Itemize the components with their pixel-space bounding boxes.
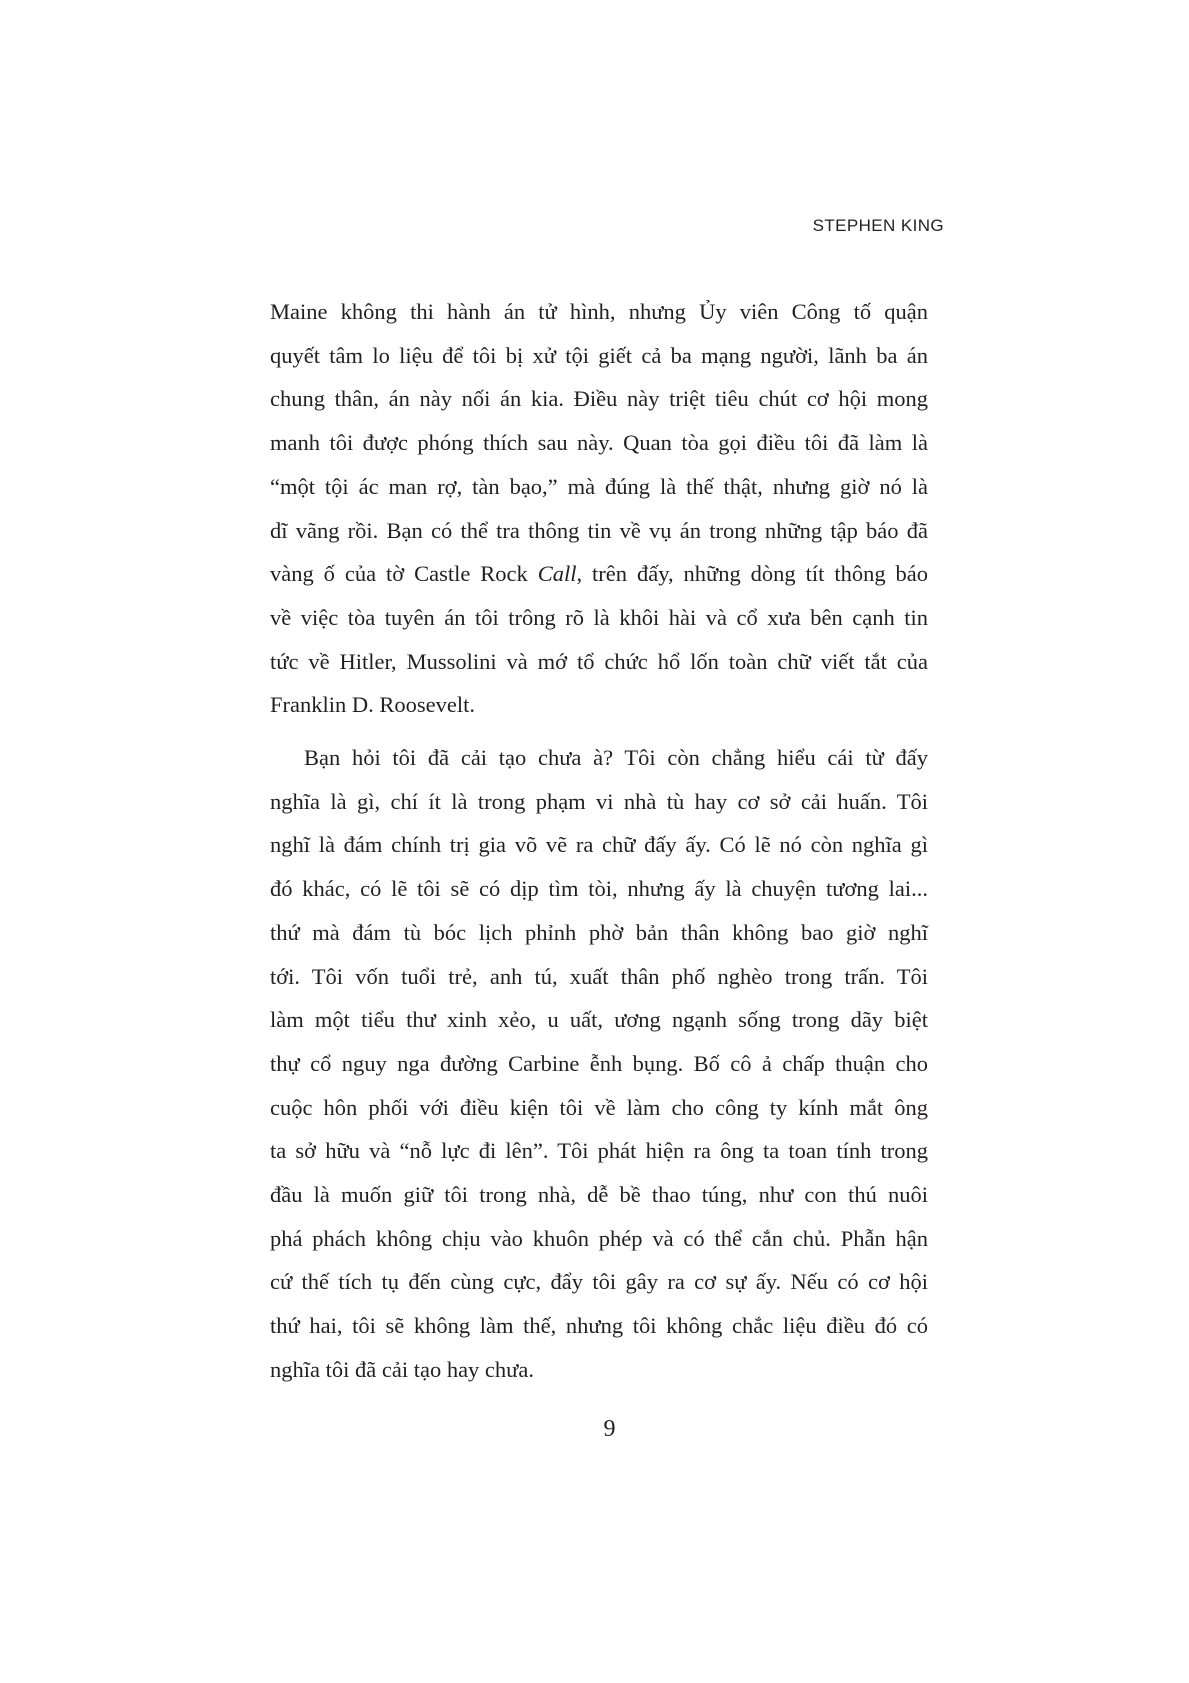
text-line: Franklin D. Roosevelt. bbox=[270, 692, 475, 718]
text-line: làm một tiểu thư xinh xẻo, u uất, ương ngạnh sống trong dãy biệt bbox=[270, 1007, 928, 1033]
text-line: chung thân, án này nối án kia. Điều này triệt tiêu chút cơ hội mong bbox=[270, 386, 928, 412]
text-line: nghĩ là đám chính trị gia võ vẽ ra chữ đấy ấy. Có lẽ nó còn nghĩa gì bbox=[270, 832, 928, 858]
text-line: Bạn hỏi tôi đã cải tạo chưa à? Tôi còn chẳng hiểu cái từ đấy bbox=[304, 745, 928, 771]
text-line: thứ mà đám tù bóc lịch phỉnh phờ bản thân không bao giờ nghĩ bbox=[270, 919, 928, 945]
text-segment: , trên đấy, những dòng tít thông báo bbox=[576, 561, 928, 587]
text-line: đầu là muốn giữ tôi trong nhà, dễ bề thao túng, như con thú nuôi bbox=[270, 1182, 928, 1208]
text-line: cứ thế tích tụ đến cùng cực, đẩy tôi gây ra cơ sự ấy. Nếu có cơ hội bbox=[270, 1269, 928, 1295]
newspaper-title-italic: Call bbox=[537, 561, 577, 587]
text-line: thứ hai, tôi sẽ không làm thế, nhưng tôi không chắc liệu điều đó có bbox=[270, 1313, 928, 1339]
text-line: đó khác, có lẽ tôi sẽ có dịp tìm tòi, nhưng ấy là chuyện tương lai... bbox=[270, 876, 928, 902]
text-line: tức về Hitler, Mussolini và mớ tổ chức hổ lốn toàn chữ viết tắt của bbox=[270, 648, 928, 674]
text-segment: vàng ố của tờ Castle Rock bbox=[270, 561, 538, 587]
body-text bbox=[270, 290, 928, 1392]
page-number: 9 bbox=[603, 1416, 616, 1442]
text-line: Maine không thi hành án tử hình, nhưng Ủy viên Công tố quận bbox=[270, 299, 928, 324]
text-line: dĩ vãng rồi. Bạn có thể tra thông tin về vụ án trong những tập báo đã bbox=[270, 517, 928, 543]
running-head-author: STEPHEN KING bbox=[812, 216, 944, 235]
text-line bbox=[270, 552, 928, 596]
text-line: quyết tâm lo liệu để tôi bị xử tội giết cả ba mạng người, lãnh ba án bbox=[270, 342, 928, 368]
paragraph-1 bbox=[270, 290, 928, 727]
text-line: phá phách không chịu vào khuôn phép và có thể cắn chủ. Phẫn hận bbox=[270, 1225, 928, 1251]
text-line: ta sở hữu và “nỗ lực đi lên”. Tôi phát hiện ra ông ta toan tính trong bbox=[270, 1138, 928, 1164]
text-line: cuộc hôn phối với điều kiện tôi về làm cho công ty kính mắt ông bbox=[270, 1094, 928, 1120]
text-line: “một tội ác man rợ, tàn bạo,” mà đúng là thế thật, nhưng giờ nó là bbox=[270, 473, 928, 499]
text-line: nghĩa là gì, chí ít là trong phạm vi nhà tù hay cơ sở cải huấn. Tôi bbox=[270, 788, 928, 814]
paragraph-2 bbox=[270, 736, 928, 1392]
text-line: về việc tòa tuyên án tôi trông rõ là khôi hài và cổ xưa bên cạnh tin bbox=[270, 604, 928, 630]
text-line: thự cổ nguy nga đường Carbine ễnh bụng. Bố cô ả chấp thuận cho bbox=[270, 1050, 928, 1076]
text-line: manh tôi được phóng thích sau này. Quan tòa gọi điều tôi đã làm là bbox=[270, 430, 928, 456]
text-line: nghĩa tôi đã cải tạo hay chưa. bbox=[270, 1356, 534, 1382]
text-line: tới. Tôi vốn tuổi trẻ, anh tú, xuất thân phố nghèo trong trấn. Tôi bbox=[270, 963, 928, 989]
